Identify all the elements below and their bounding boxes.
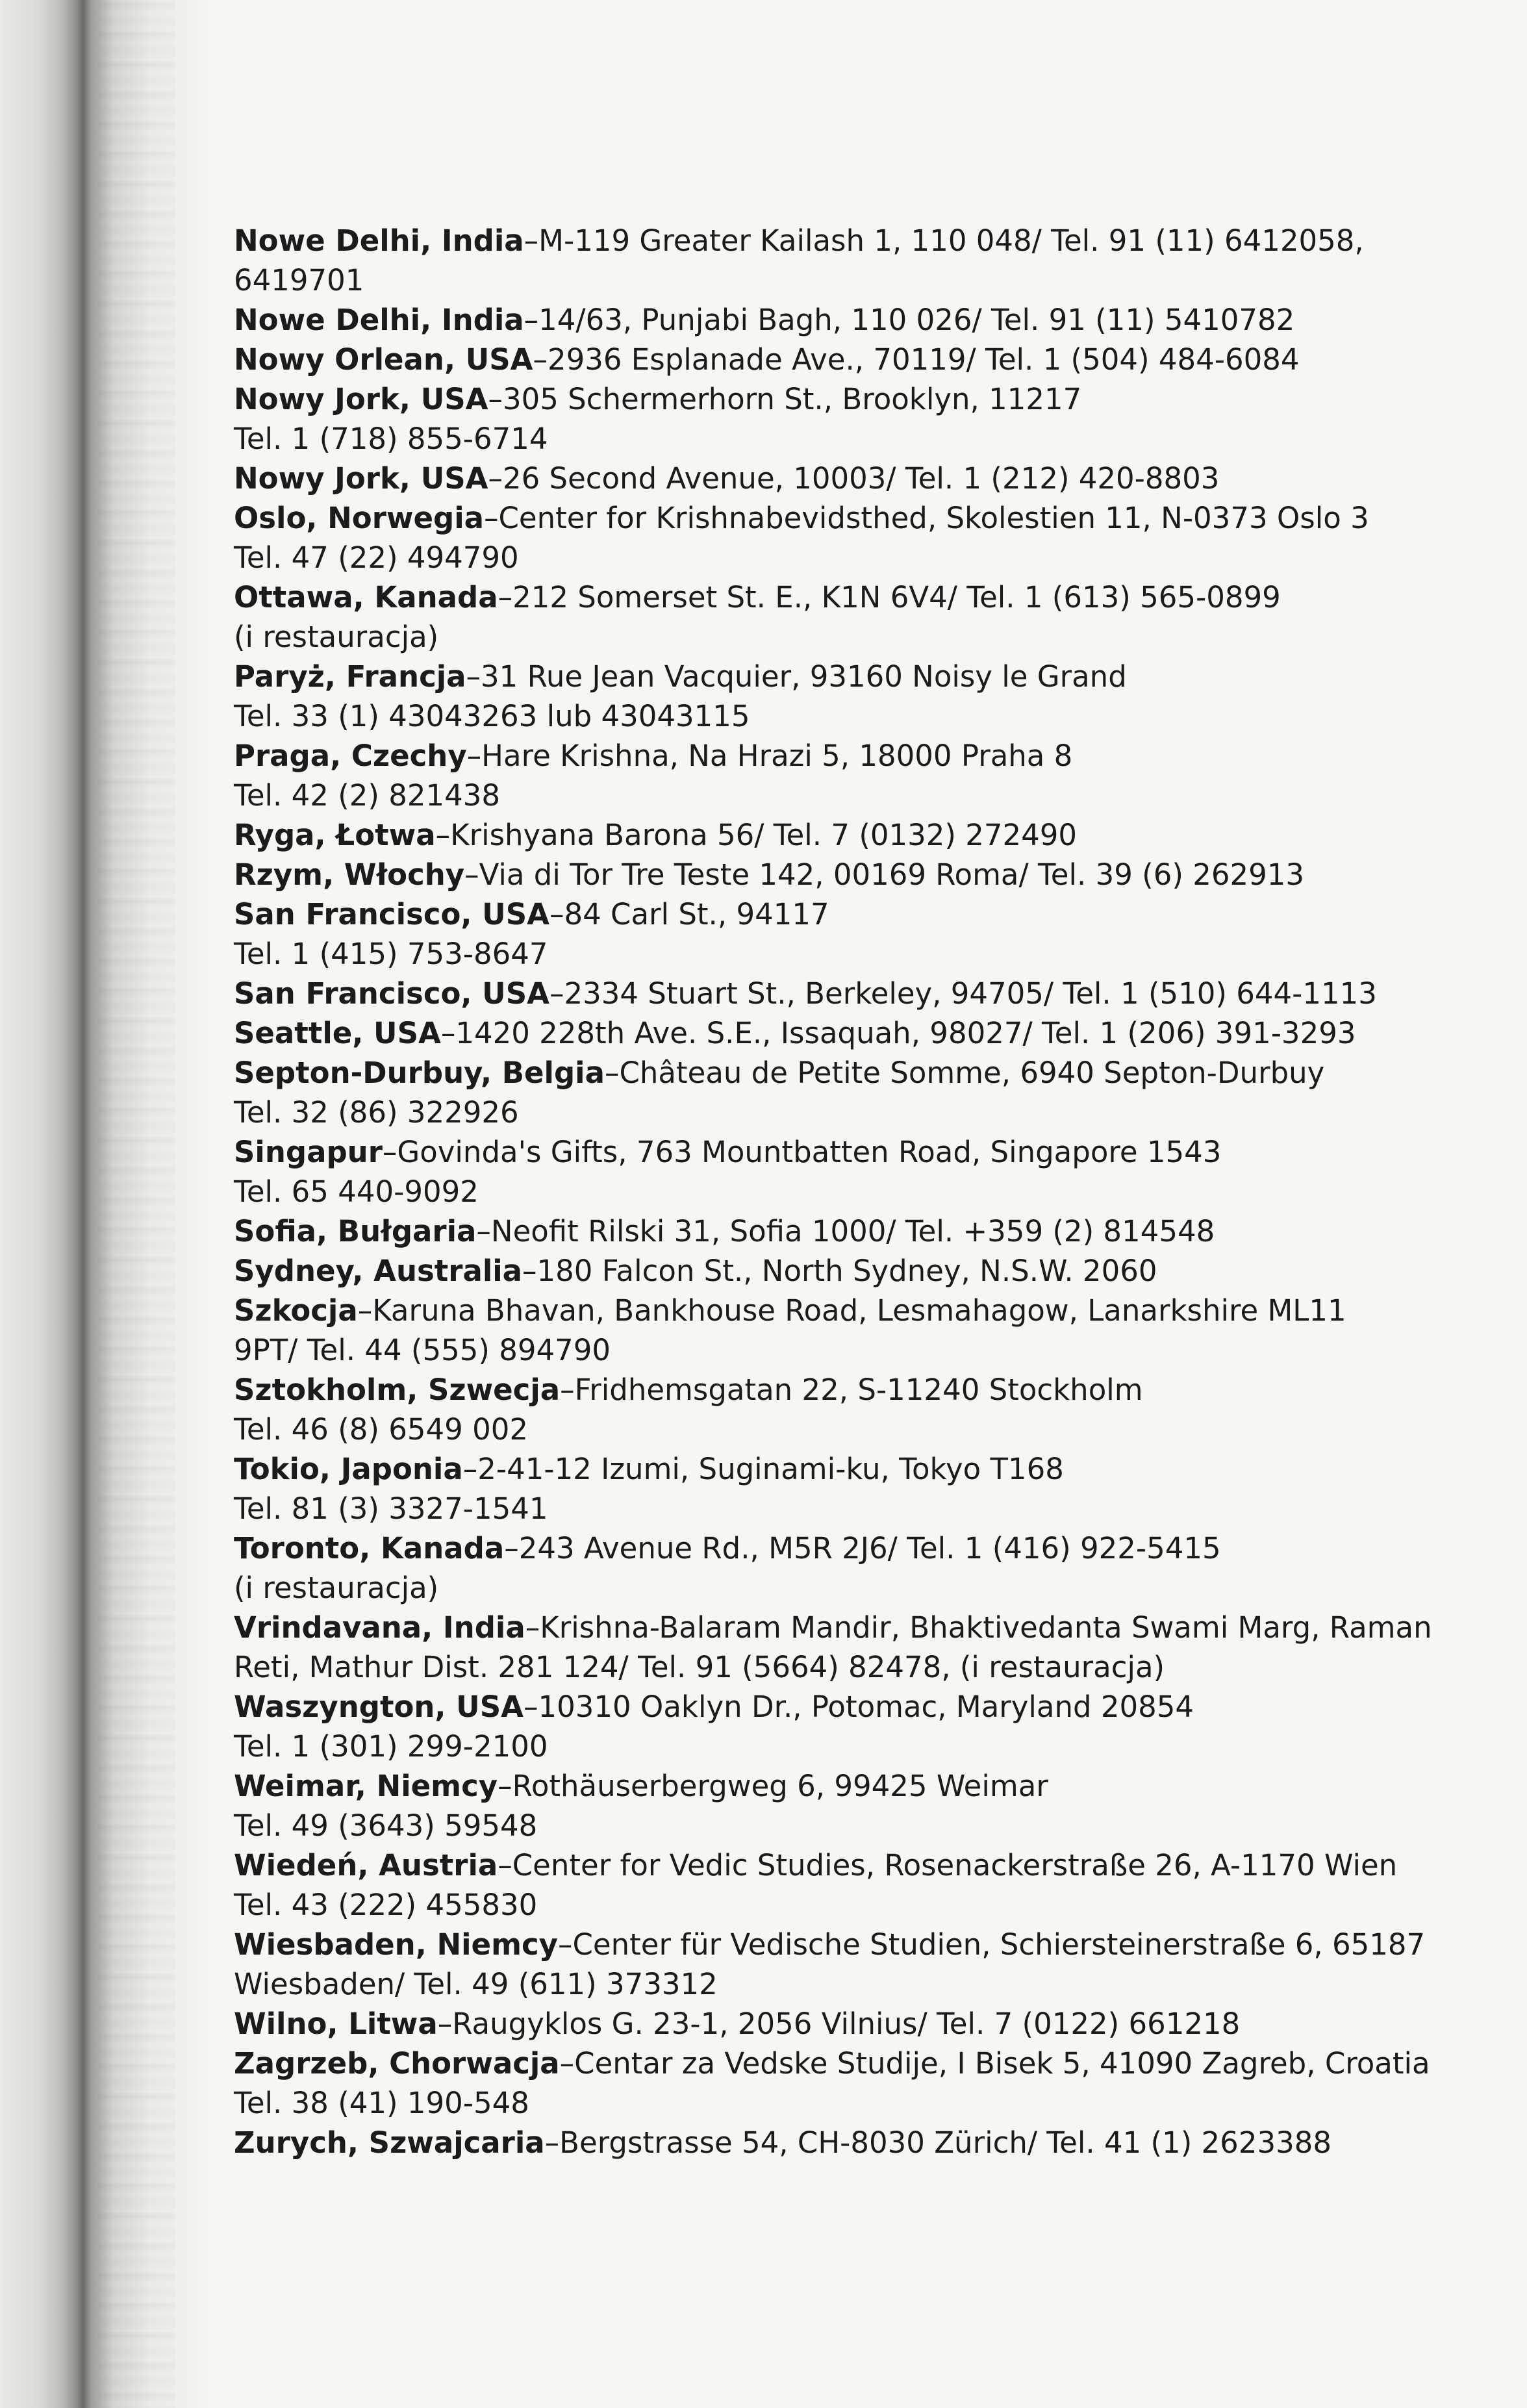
entry-continuation: Wiesbaden/ Tel. 49 (611) 373312 (234, 1967, 718, 2001)
entry-place: Toronto, Kanada (234, 1531, 505, 1565)
entry-address: Raugyklos G. 23-1, 2056 Vilnius/ Tel. 7 (0122) 661218 (452, 2007, 1241, 2041)
entry-address: 26 Second Avenue, 10003/ Tel. 1 (212) 420-8803 (502, 461, 1220, 496)
address-entry: Nowe Delhi, India–M-119 Greater Kailash 1, 110 048/ Tel. 91 (11) 6412058, 6419701 (234, 221, 1507, 300)
address-entry: Rzym, Włochy–Via di Tor Tre Teste 142, 00169 Roma/ Tel. 39 (6) 262913 (234, 857, 1304, 892)
entry-place: Singapur (234, 1135, 383, 1169)
entry-place: Wilno, Litwa (234, 2007, 438, 2041)
entry-continuation: Tel. 81 (3) 3327-1541 (234, 1491, 548, 1526)
entry-address: 31 Rue Jean Vacquier, 93160 Noisy le Grand (481, 659, 1127, 694)
entry-address: 2-41-12 Izumi, Suginami-ku, Tokyo T168 (477, 1452, 1064, 1486)
entry-address: Krishyana Barona 56/ Tel. 7 (0132) 272490 (450, 818, 1078, 852)
address-entry: Singapur–Govinda's Gifts, 763 Mountbatten Road, Singapore 1543 Tel. 65 440-9092 (234, 1132, 1507, 1211)
entry-address: Bergstrasse 54, CH-8030 Zürich/ Tel. 41 (1) 2623388 (559, 2125, 1331, 2160)
address-entry: Tokio, Japonia–2-41-12 Izumi, Suginami-ku, Tokyo T168 Tel. 81 (3) 3327-1541 (234, 1449, 1507, 1528)
address-entry: San Francisco, USA–2334 Stuart St., Berkeley, 94705/ Tel. 1 (510) 644-1113 (234, 976, 1377, 1011)
entry-place: Weimar, Niemcy (234, 1769, 498, 1803)
address-entry: Waszyngton, USA–10310 Oaklyn Dr., Potomac, Maryland 20854 Tel. 1 (301) 299-2100 (234, 1687, 1507, 1766)
address-entry: Septon-Durbuy, Belgia–Château de Petite Somme, 6940 Septon-Durbuy Tel. 32 (86) 322926 (234, 1053, 1507, 1132)
address-entry: Paryż, Francja–31 Rue Jean Vacquier, 93160 Noisy le Grand Tel. 33 (1) 43043263 lub 43043115 (234, 657, 1507, 736)
address-entry: Praga, Czechy–Hare Krishna, Na Hrazi 5, 18000 Praha 8 Tel. 42 (2) 821438 (234, 736, 1507, 815)
address-entry: Oslo, Norwegia–Center for Krishnabevidsthed, Skolestien 11, N-0373 Oslo 3 Tel. 47 (22) 494790 (234, 498, 1507, 577)
entry-place: Septon-Durbuy, Belgia (234, 1056, 605, 1090)
address-entry: Toronto, Kanada–243 Avenue Rd., M5R 2J6/ Tel. 1 (416) 922-5415 (i restauracja) (234, 1528, 1507, 1608)
entry-place: Sztokholm, Szwecja (234, 1373, 561, 1407)
entry-continuation: Reti, Mathur Dist. 281 124/ Tel. 91 (5664) 82478, (i restauracja) (234, 1650, 1165, 1684)
entry-address: Krishna-Balaram Mandir, Bhaktivedanta Swami Marg, Raman (540, 1610, 1432, 1645)
entry-address: 10310 Oaklyn Dr., Potomac, Maryland 20854 (538, 1690, 1194, 1724)
address-entry: Weimar, Niemcy–Rothäuserbergweg 6, 99425 Weimar Tel. 49 (3643) 59548 (234, 1766, 1507, 1845)
entry-place: Sofia, Bułgaria (234, 1214, 477, 1248)
address-entry: Ottawa, Kanada–212 Somerset St. E., K1N 6V4/ Tel. 1 (613) 565-0899 (i restauracja) (234, 577, 1507, 657)
entry-continuation: Tel. 38 (41) 190-548 (234, 2086, 529, 2120)
entry-continuation: Tel. 42 (2) 821438 (234, 778, 501, 813)
entry-place: Nowe Delhi, India (234, 223, 524, 258)
entry-address: 2936 Esplanade Ave., 70119/ Tel. 1 (504) 484-6084 (547, 342, 1300, 377)
entry-address: 1420 228th Ave. S.E., Issaquah, 98027/ Tel. 1 (206) 391-3293 (455, 1016, 1356, 1050)
entry-continuation: Tel. 65 440-9092 (234, 1174, 479, 1209)
entry-continuation: Tel. 33 (1) 43043263 lub 43043115 (234, 699, 750, 733)
address-entry: Vrindavana, India–Krishna-Balaram Mandir, Bhaktivedanta Swami Marg, Raman Reti, Mathur Dist. 281 124/ Tel. 91 (5664) 82478, (i restauracja) (234, 1608, 1507, 1687)
entry-place: Nowy Jork, USA (234, 382, 488, 416)
entry-address: Château de Petite Somme, 6940 Septon-Durbuy (619, 1056, 1325, 1090)
entry-place: Zurych, Szwajcaria (234, 2125, 545, 2160)
address-entry: Szkocja–Karuna Bhavan, Bankhouse Road, Lesmahagow, Lanarkshire ML11 9PT/ Tel. 44 (555) 894790 (234, 1291, 1507, 1370)
entry-place: Nowy Jork, USA (234, 461, 488, 496)
entry-continuation: Tel. 1 (718) 855-6714 (234, 422, 548, 456)
entry-place: Wiedeń, Austria (234, 1848, 498, 1882)
address-list (234, 221, 1507, 2162)
address-entry: Nowy Jork, USA–26 Second Avenue, 10003/ Tel. 1 (212) 420-8803 (234, 461, 1220, 496)
address-entry: Wilno, Litwa–Raugyklos G. 23-1, 2056 Vilnius/ Tel. 7 (0122) 661218 (234, 2007, 1241, 2041)
address-entry: Zurych, Szwajcaria–Bergstrasse 54, CH-8030 Zürich/ Tel. 41 (1) 2623388 (234, 2125, 1331, 2160)
entry-continuation: 6419701 (234, 263, 364, 298)
address-entry: Sztokholm, Szwecja–Fridhemsgatan 22, S-11240 Stockholm Tel. 46 (8) 6549 002 (234, 1370, 1507, 1449)
address-entry: Ryga, Łotwa–Krishyana Barona 56/ Tel. 7 (0132) 272490 (234, 818, 1078, 852)
entry-place: Waszyngton, USA (234, 1690, 524, 1724)
entry-address: Hare Krishna, Na Hrazi 5, 18000 Praha 8 (481, 739, 1073, 773)
entry-address: 305 Schermerhorn St., Brooklyn, 11217 (502, 382, 1082, 416)
entry-address: Neofit Rilski 31, Sofia 1000/ Tel. +359 (2) 814548 (490, 1214, 1215, 1248)
address-entry: Wiedeń, Austria–Center for Vedic Studies, Rosenackerstraße 26, A-1170 Wien Tel. 43 (222) 455830 (234, 1845, 1507, 1925)
entry-address: 243 Avenue Rd., M5R 2J6/ Tel. 1 (416) 922-5415 (518, 1531, 1221, 1565)
entry-place: Seattle, USA (234, 1016, 441, 1050)
entry-address: 180 Falcon St., North Sydney, N.S.W. 2060 (536, 1254, 1157, 1288)
entry-address: Center for Vedic Studies, Rosenackerstraße 26, A-1170 Wien (512, 1848, 1398, 1882)
address-entry: Nowy Jork, USA–305 Schermerhorn St., Brooklyn, 11217 Tel. 1 (718) 855-6714 (234, 379, 1507, 459)
entry-continuation: Tel. 49 (3643) 59548 (234, 1808, 538, 1843)
entry-place: Szkocja (234, 1293, 358, 1328)
entry-address: Fridhemsgatan 22, S-11240 Stockholm (574, 1373, 1143, 1407)
entry-address: Karuna Bhavan, Bankhouse Road, Lesmahagow, Lanarkshire ML11 (372, 1293, 1346, 1328)
entry-place: San Francisco, USA (234, 976, 549, 1011)
scan-texture (97, 0, 175, 2408)
entry-address: 212 Somerset St. E., K1N 6V4/ Tel. 1 (613) 565-0899 (512, 580, 1281, 615)
entry-place: Nowy Orlean, USA (234, 342, 533, 377)
entry-address: Rothäuserbergweg 6, 99425 Weimar (512, 1769, 1048, 1803)
entry-continuation: (i restauracja) (234, 1571, 439, 1605)
address-entry: Seattle, USA–1420 228th Ave. S.E., Issaquah, 98027/ Tel. 1 (206) 391-3293 (234, 1016, 1356, 1050)
entry-address: M-119 Greater Kailash 1, 110 048/ Tel. 91 (11) 6412058, (538, 223, 1364, 258)
entry-address: 84 Carl St., 94117 (564, 897, 829, 932)
address-entry: Nowe Delhi, India–14/63, Punjabi Bagh, 110 026/ Tel. 91 (11) 5410782 (234, 303, 1295, 337)
address-entry: Zagrzeb, Chorwacja–Centar za Vedske Studije, I Bisek 5, 41090 Zagreb, Croatia Tel. 38 (41) 190-548 (234, 2044, 1507, 2123)
entry-place: Sydney, Australia (234, 1254, 523, 1288)
entry-place: Wiesbaden, Niemcy (234, 1927, 558, 1962)
entry-address: 14/63, Punjabi Bagh, 110 026/ Tel. 91 (11) 5410782 (538, 303, 1295, 337)
address-entry: Wiesbaden, Niemcy–Center für Vedische Studien, Schiersteinerstraße 6, 65187 Wiesbaden/ Tel. 49 (611) 373312 (234, 1925, 1507, 2004)
entry-place: Zagrzeb, Chorwacja (234, 2046, 560, 2081)
entry-place: San Francisco, USA (234, 897, 549, 932)
address-entry: San Francisco, USA–84 Carl St., 94117 Tel. 1 (415) 753-8647 (234, 894, 1507, 974)
entry-continuation: Tel. 47 (22) 494790 (234, 540, 519, 575)
entry-place: Nowe Delhi, India (234, 303, 524, 337)
entry-place: Vrindavana, India (234, 1610, 525, 1645)
address-entry: Nowy Orlean, USA–2936 Esplanade Ave., 70119/ Tel. 1 (504) 484-6084 (234, 342, 1300, 377)
entry-place: Rzym, Włochy (234, 857, 465, 892)
entry-continuation: 9PT/ Tel. 44 (555) 894790 (234, 1333, 611, 1367)
entry-continuation: (i restauracja) (234, 620, 439, 654)
entry-continuation: Tel. 32 (86) 322926 (234, 1095, 519, 1130)
entry-address: Govinda's Gifts, 763 Mountbatten Road, Singapore 1543 (397, 1135, 1222, 1169)
entry-place: Tokio, Japonia (234, 1452, 463, 1486)
address-entry: Sofia, Bułgaria–Neofit Rilski 31, Sofia 1000/ Tel. +359 (2) 814548 (234, 1214, 1215, 1248)
entry-place: Ottawa, Kanada (234, 580, 498, 615)
address-entry: Sydney, Australia–180 Falcon St., North Sydney, N.S.W. 2060 (234, 1254, 1157, 1288)
entry-place: Ryga, Łotwa (234, 818, 436, 852)
entry-continuation: Tel. 46 (8) 6549 002 (234, 1412, 528, 1447)
entry-place: Paryż, Francja (234, 659, 466, 694)
entry-place: Oslo, Norwegia (234, 501, 485, 535)
entry-address: Centar za Vedske Studije, I Bisek 5, 41090 Zagreb, Croatia (574, 2046, 1430, 2081)
entry-continuation: Tel. 1 (415) 753-8647 (234, 937, 548, 971)
entry-address: Center für Vedische Studien, Schiersteinerstraße 6, 65187 (572, 1927, 1426, 1962)
entry-address: Via di Tor Tre Teste 142, 00169 Roma/ Tel. 39 (6) 262913 (479, 857, 1304, 892)
entry-place: Praga, Czechy (234, 739, 467, 773)
entry-address: 2334 Stuart St., Berkeley, 94705/ Tel. 1 (510) 644-1113 (564, 976, 1377, 1011)
entry-address: Center for Krishnabevidsthed, Skolestien 11, N-0373 Oslo 3 (498, 501, 1369, 535)
entry-continuation: Tel. 1 (301) 299-2100 (234, 1729, 548, 1764)
entry-continuation: Tel. 43 (222) 455830 (234, 1888, 538, 1922)
